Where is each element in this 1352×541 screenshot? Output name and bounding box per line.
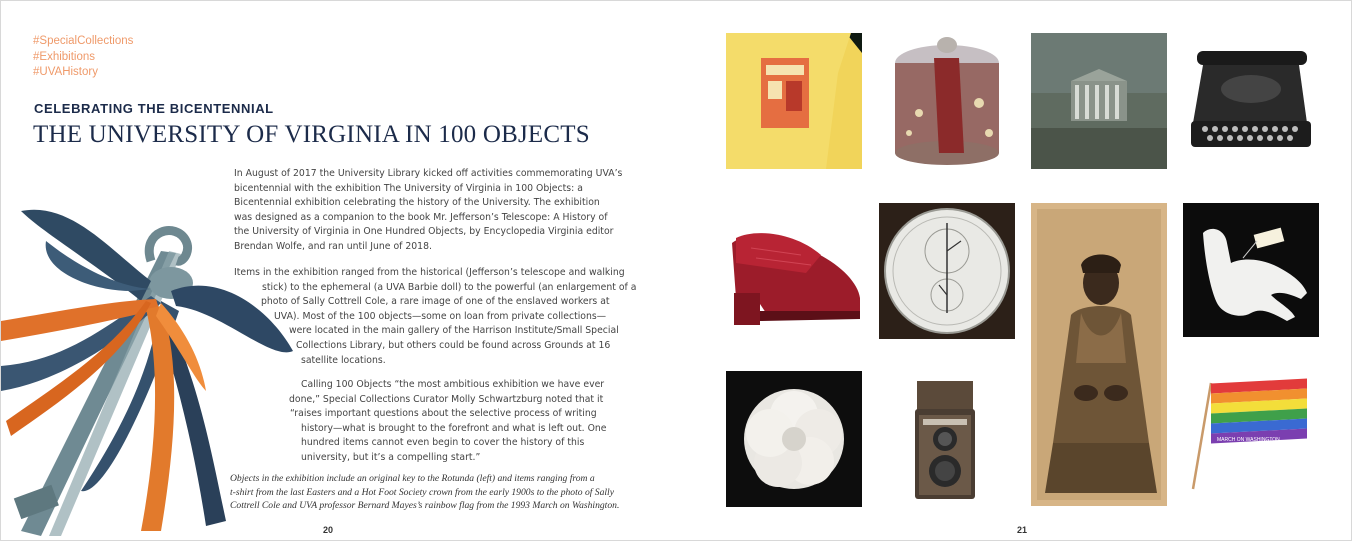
text-line: satellite locations. — [301, 354, 386, 366]
text-line: “raises important questions about the selective process of writing — [290, 408, 597, 420]
text-line: Collections Library, but others could be found across Grounds at 16 — [296, 339, 611, 351]
caption-line: Objects in the exhibition include an original key to the Rotunda (left) and items ranging from a — [230, 473, 595, 484]
text-line: history—what is brought to the forefront and what is left out. One — [301, 422, 607, 434]
rotunda-painting-image[interactable] — [1031, 33, 1167, 169]
text-line: Items in the exhibition ranged from the historical (Jefferson’s telescope and walking — [234, 267, 625, 278]
text-line: stick) to the ephemeral (a UVA Barbie doll) to the powerful (an enlargement of a — [262, 281, 637, 293]
hashtag[interactable]: #Exhibitions — [33, 50, 96, 63]
text-line: bicentennial with the exhibition The University of Virginia in 100 Objects: a — [234, 182, 583, 194]
hashtag[interactable]: #UVAHistory — [33, 66, 98, 78]
text-line: was designed as a companion to the book Mr. Jefferson’s Telescope: A History of — [234, 211, 608, 223]
photo-caption — [230, 472, 630, 513]
flag-text: MARCH ON WASHINGTON — [1217, 437, 1280, 443]
text-line: were located in the main gallery of the Harrison Institute/Small Special — [289, 325, 619, 337]
page-number-right: 21 — [1017, 525, 1028, 535]
caption-line: t-shirt from the last Easters and a Hot Foot Society crown from the early 1900s to the photo of Sally — [230, 486, 614, 498]
article-headline: THE UNIVERSITY OF VIRGINIA IN 100 OBJECTS — [33, 121, 590, 148]
red-shoe-image[interactable] — [726, 203, 862, 339]
text-line: Calling 100 Objects “the most ambitious exhibition we have ever — [301, 379, 605, 390]
article-paragraph-2 — [234, 266, 637, 368]
hashtag-list — [33, 34, 133, 81]
t-shirt-image[interactable] — [726, 33, 862, 169]
page-number-left: 20 — [323, 525, 334, 535]
marble-flower-image[interactable] — [726, 371, 862, 507]
typewriter-image[interactable] — [1183, 33, 1319, 169]
clock-dial-image[interactable] — [879, 203, 1015, 339]
article-paragraph-1 — [234, 167, 626, 255]
text-line: university, but it’s a compelling start.” — [301, 451, 481, 463]
text-line: photo of Sally Cottrell Cole, a rare image of one of the enslaved workers at — [261, 296, 610, 308]
text-line: Bicentennial exhibition celebrating the history of the University. The exhibition — [234, 197, 600, 209]
section-kicker: CELEBRATING THE BICENTENNIAL — [34, 101, 274, 116]
article-paragraph-3 — [234, 378, 626, 466]
text-line: hundred items cannot even begin to cover the history of this — [301, 437, 585, 449]
rainbow-flag-image[interactable] — [1183, 371, 1319, 507]
plaster-hand-image[interactable] — [1183, 203, 1319, 337]
text-line: Brendan Wolfe, and ran until June of 2018. — [234, 240, 432, 252]
text-line: In August of 2017 the University Library kicked off activities commemorating UVA’s — [234, 168, 623, 179]
text-line: the University of Virginia in One Hundred Objects, by Encyclopedia Virginia editor — [234, 226, 614, 238]
sally-cottrell-cole-photo[interactable] — [1031, 203, 1167, 506]
caption-line: Cottrell Cole and UVA professor Bernard Mayes’s rainbow flag from the 1993 March on Washington. — [230, 500, 620, 512]
text-line: done,” Special Collections Curator Molly Schwartzburg noted that it — [289, 393, 604, 405]
hashtag[interactable]: #SpecialCollections — [33, 35, 134, 47]
hot-foot-crown-image[interactable] — [879, 33, 1015, 169]
text-line: UVA). Most of the 100 objects—some on loan from private collections— — [274, 310, 607, 322]
camera-image[interactable] — [879, 371, 1015, 507]
